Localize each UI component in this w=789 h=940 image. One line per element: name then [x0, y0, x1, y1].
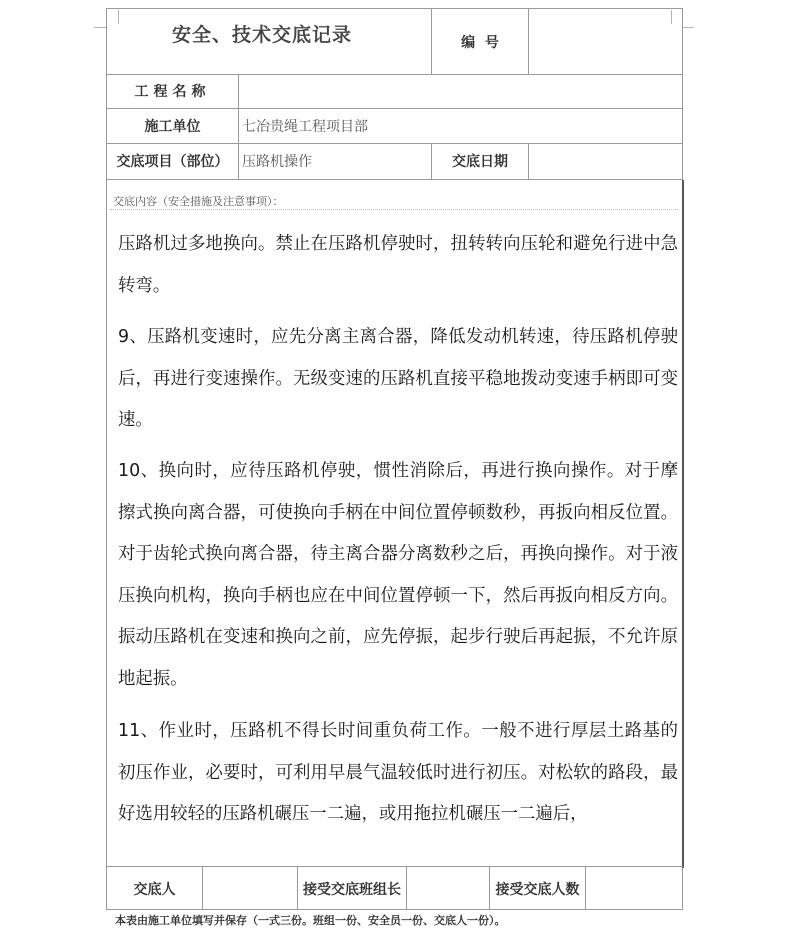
- content-label-underline: [110, 209, 678, 210]
- content-paragraph-3: 10、换向时，应待压路机停驶，惯性消除后，再进行换向操作。对于摩擦式换向离合器，可使换向手柄在中间位置停顿数秒，再扳向相反位置。对于齿轮式换向离合器，待主离合器分离数秒之后，再换向操作。对于液压换向机构，换向手柄也应在中间位置停顿一下，然后再扳向相反方向。振动压路机在变速和换向之前，应先停振，起步行驶后再起振，不允许原地起振。: [118, 461, 678, 689]
- number-label: 编 号: [461, 35, 499, 51]
- crop-mark-top-right-v: [671, 10, 672, 24]
- project-name-label: 工程名称: [134, 84, 211, 100]
- crop-mark-top-left-v: [118, 10, 119, 24]
- row-line-2: [106, 108, 683, 109]
- date-label: 交底日期: [452, 154, 508, 170]
- sig-divider-5: [585, 866, 586, 910]
- footer-note: 本表由施工单位填写并保存（一式三份。班组一份、安全员一份、交底人一份）。: [115, 914, 506, 927]
- content-paragraph-4: 11、作业时，压路机不得长时间重负荷工作。一般不进行厚层土路基的初压作业，必要时，可利用早晨气温较低时进行初压。对松软的路段，最好选用较轻的压路机碾压一二遍，或用拖拉机碾压一二遍后，: [118, 721, 678, 824]
- frame-top: [106, 8, 683, 9]
- row-line-1: [106, 74, 683, 75]
- crop-mark-top-right-h: [682, 27, 694, 28]
- unit-label: 施工单位: [144, 119, 201, 135]
- content-label: 交底内容（安全措施及注意事项）：: [113, 195, 284, 208]
- unit-value[interactable]: 七冶贵绳工程项目部: [242, 119, 368, 135]
- item-value[interactable]: 压路机操作: [242, 154, 312, 170]
- item-label: 交底项目（部位）: [116, 154, 229, 170]
- content-right-shadow: [682, 180, 684, 868]
- content-paragraph-1: 压路机过多地换向。禁止在压路机停驶时，扭转转向压轮和避免行进中急转弯。: [118, 234, 678, 296]
- sig-divider-1: [202, 866, 203, 910]
- frame-bottom: [106, 909, 683, 910]
- signature-row-top: [106, 866, 683, 867]
- recipient-count-label: 接受交底人数: [495, 882, 580, 898]
- form-title: 安全、技术交底记录: [172, 24, 353, 46]
- crop-mark-top-left-h: [94, 27, 106, 28]
- content-paragraph-2: 9、压路机变速时，应先分离主离合器，降低发动机转速，待压路机停驶后，再进行变速操作。无级变速的压路机直接平稳地拨动变速手柄即可变速。: [118, 327, 678, 430]
- divider-header-v2: [528, 8, 529, 74]
- sig-divider-3: [406, 866, 407, 910]
- row-line-3: [106, 143, 683, 144]
- discloser-label: 交底人: [133, 882, 176, 898]
- label-col-divider: [238, 74, 239, 179]
- team-leader-label: 接受交底班组长: [303, 882, 401, 898]
- date-col-divider-2: [528, 143, 529, 179]
- row-line-4: [106, 179, 683, 180]
